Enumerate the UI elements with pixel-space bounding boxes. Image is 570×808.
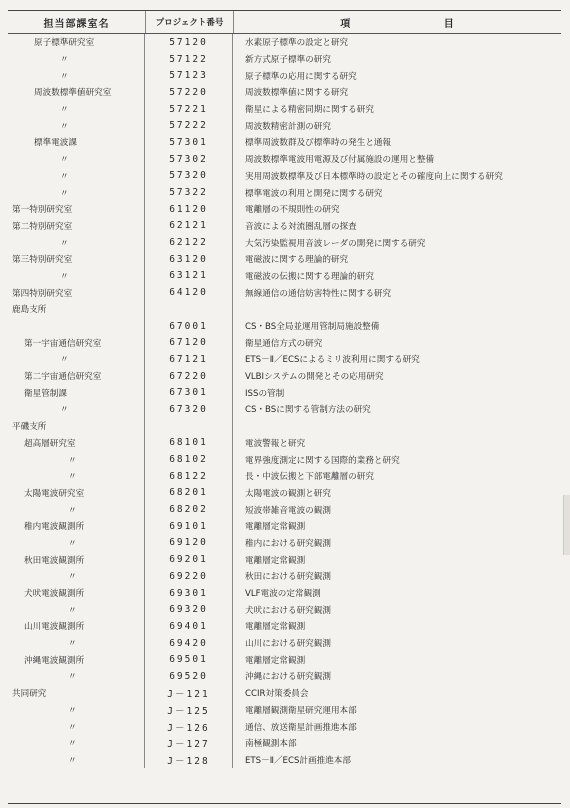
dept-cell: 〃	[8, 101, 145, 118]
dept-cell: 鹿島支所	[8, 301, 145, 318]
item-cell: 電離層観測衛星研究運用本部	[245, 705, 357, 716]
item-cell: 電磁波に関する理論的研究	[245, 255, 349, 266]
table-row	[8, 101, 561, 118]
dept-cell: 〃	[8, 67, 145, 84]
item-cell: 通信、放送衛星計画推進本部	[245, 722, 357, 733]
project-no-cell	[145, 418, 233, 435]
table-row	[8, 718, 561, 735]
table-row	[8, 702, 561, 719]
project-table	[8, 10, 561, 804]
project-no-cell: 57302	[145, 151, 233, 168]
dept-cell: 第一宇宙通信研究室	[8, 334, 145, 351]
item-cell: 大気汚染監視用音波レーダの開発に関する研究	[245, 238, 426, 249]
item-cell: 水素原子標準の設定と研究	[245, 38, 349, 49]
dept-cell: 〃	[8, 635, 145, 652]
item-cell: 衛星による精密同期に関する研究	[245, 105, 374, 116]
project-no-cell: 69501	[145, 651, 233, 668]
dept-cell: 原子標準研究室	[8, 34, 145, 51]
item-cell: 標準周波数群及び標準時の発生と通報	[245, 138, 392, 149]
dept-cell: 〃	[8, 401, 145, 418]
dept-cell: 衛星管制課	[8, 384, 145, 401]
table-row	[8, 268, 561, 285]
table-row	[8, 84, 561, 101]
dept-cell: 〃	[8, 501, 145, 518]
item-cell: CS・BSに関する管制方法の研究	[245, 405, 371, 416]
dept-cell: 第一特別研究室	[8, 201, 145, 218]
item-cell	[233, 418, 561, 435]
table-row	[8, 384, 561, 401]
item-cell: 電波警報と研究	[245, 438, 306, 449]
table-row	[8, 435, 561, 452]
table-row	[8, 601, 561, 618]
dept-cell: 犬吠電波観測所	[8, 585, 145, 602]
dept-cell: 第二宇宙通信研究室	[8, 368, 145, 385]
dept-cell: 〃	[8, 268, 145, 285]
table-row	[8, 651, 561, 668]
project-no-cell: J－126	[145, 718, 233, 735]
item-cell: ISSの管制	[245, 388, 285, 399]
header-dept: 担当部課室名	[8, 11, 146, 33]
project-no-cell: 69220	[145, 568, 233, 585]
dept-cell: 〃	[8, 735, 145, 752]
dept-cell: 〃	[8, 468, 145, 485]
item-cell	[233, 301, 561, 318]
project-no-cell: 67001	[145, 318, 233, 335]
item-cell: 電界強度測定に関する国際的業務と研究	[245, 455, 400, 466]
dept-cell: 〃	[8, 51, 145, 68]
project-no-cell: J－128	[145, 752, 233, 769]
item-cell: CCIR対策委員会	[245, 689, 309, 700]
item-cell: 衛星通信方式の研究	[245, 338, 323, 349]
table-row	[8, 618, 561, 635]
project-no-cell: 69420	[145, 635, 233, 652]
dept-cell: 平磯支所	[8, 418, 145, 435]
project-no-cell: J－127	[145, 735, 233, 752]
table-row	[8, 585, 561, 602]
project-no-cell: 67220	[145, 368, 233, 385]
dept-cell: 〃	[8, 451, 145, 468]
dept-cell: 秋田電波観測所	[8, 551, 145, 568]
table-row	[8, 351, 561, 368]
item-cell: 周波数精密計測の研究	[245, 121, 331, 132]
dept-cell: 沖縄電波観測所	[8, 651, 145, 668]
table-row	[8, 535, 561, 552]
table-row	[8, 51, 561, 68]
table-row	[8, 284, 561, 301]
header-item-char-1: 項	[340, 18, 352, 30]
table-row	[8, 518, 561, 535]
table-row	[8, 318, 561, 335]
project-no-cell: 57222	[145, 117, 233, 134]
item-cell: 南極観測本部	[245, 739, 297, 750]
item-cell: 稚内における研究観測	[245, 538, 331, 549]
header-item	[234, 11, 561, 33]
dept-cell: 標準電波課	[8, 134, 145, 151]
project-no-cell: 67120	[145, 334, 233, 351]
dept-cell: 〃	[8, 351, 145, 368]
project-no-cell: 69401	[145, 618, 233, 635]
table-row	[8, 184, 561, 201]
table-row	[8, 418, 561, 435]
item-cell: 長・中波伝搬と下部電離層の研究	[245, 472, 374, 483]
dept-cell: 共同研究	[8, 685, 145, 702]
dept-cell: 太陽電波研究室	[8, 485, 145, 502]
item-cell: 無線通信の通信妨害特性に関する研究	[245, 288, 392, 299]
project-no-cell: 63121	[145, 268, 233, 285]
item-cell: 短波帯雑音電波の観測	[245, 505, 331, 516]
project-no-cell: 57122	[145, 51, 233, 68]
table-row	[8, 34, 561, 51]
project-no-cell: 64120	[145, 284, 233, 301]
dept-cell: 〃	[8, 702, 145, 719]
project-no-cell: 68102	[145, 451, 233, 468]
dept-cell: 山川電波観測所	[8, 618, 145, 635]
project-no-cell	[145, 301, 233, 318]
item-cell: 沖縄における研究観測	[245, 672, 331, 683]
item-cell: 実用周波数標準及び日本標準時の設定とその確度向上に関する研究	[245, 171, 503, 182]
dept-cell	[8, 318, 145, 335]
item-cell: 太陽電波の観測と研究	[245, 488, 331, 499]
project-no-cell: 57123	[145, 67, 233, 84]
table-row	[8, 251, 561, 268]
table-row	[8, 468, 561, 485]
table-row	[8, 635, 561, 652]
project-no-cell: 69520	[145, 668, 233, 685]
table-row	[8, 334, 561, 351]
item-cell: 電離層定常観測	[245, 622, 306, 633]
project-no-cell: 57221	[145, 101, 233, 118]
table-row	[8, 168, 561, 185]
item-cell: 山川における研究観測	[245, 639, 331, 650]
table-row	[8, 685, 561, 702]
project-no-cell: 62121	[145, 218, 233, 235]
project-no-cell: 61120	[145, 201, 233, 218]
item-cell: 電離層定常観測	[245, 655, 306, 666]
dept-cell: 〃	[8, 168, 145, 185]
project-no-cell: 69320	[145, 601, 233, 618]
item-cell: 電磁波の伝搬に関する理論的研究	[245, 271, 374, 282]
item-cell: 電離層定常観測	[245, 522, 306, 533]
project-no-cell: 68201	[145, 485, 233, 502]
item-cell: 標準電波の利用と開発に関する研究	[245, 188, 383, 199]
table-row	[8, 668, 561, 685]
table-row	[8, 451, 561, 468]
item-cell: CS・BS全局並運用管制局施設整備	[245, 322, 380, 333]
project-no-cell: 57120	[145, 34, 233, 51]
table-body	[8, 34, 561, 803]
dept-cell: 〃	[8, 668, 145, 685]
dept-cell: 〃	[8, 601, 145, 618]
dept-cell: 〃	[8, 752, 145, 769]
project-no-cell: 69120	[145, 535, 233, 552]
table-row	[8, 401, 561, 418]
project-no-cell: 67121	[145, 351, 233, 368]
project-no-cell: 63120	[145, 251, 233, 268]
dept-cell: 〃	[8, 535, 145, 552]
dept-cell: 第二特別研究室	[8, 218, 145, 235]
project-no-cell: 62122	[145, 234, 233, 251]
item-cell: 犬吠における研究観測	[245, 605, 331, 616]
dept-cell: 超高層研究室	[8, 435, 145, 452]
project-no-cell: 67301	[145, 384, 233, 401]
item-cell: VLF電波の定常観測	[245, 589, 321, 600]
table-row	[8, 368, 561, 385]
table-row	[8, 117, 561, 134]
table-row	[8, 301, 561, 318]
table-row	[8, 485, 561, 502]
dept-cell: 〃	[8, 117, 145, 134]
project-no-cell: 57220	[145, 84, 233, 101]
table-row	[8, 551, 561, 568]
project-no-cell: J－125	[145, 702, 233, 719]
project-no-cell: 69201	[145, 551, 233, 568]
project-no-cell: 69101	[145, 518, 233, 535]
item-cell: 電離層定常観測	[245, 555, 306, 566]
page-fold-mark	[563, 495, 570, 555]
table-row	[8, 501, 561, 518]
item-cell: 原子標準の応用に関する研究	[245, 71, 357, 82]
item-cell: ETS－Ⅱ／ECSによるミリ波利用に関する研究	[245, 355, 420, 366]
dept-cell: 〃	[8, 568, 145, 585]
dept-cell: 第三特別研究室	[8, 251, 145, 268]
dept-cell: 稚内電波観測所	[8, 518, 145, 535]
project-no-cell: 68202	[145, 501, 233, 518]
dept-cell: 〃	[8, 184, 145, 201]
project-no-cell: 57322	[145, 184, 233, 201]
table-row	[8, 134, 561, 151]
table-row	[8, 752, 561, 769]
table-row	[8, 67, 561, 84]
project-no-cell: 67320	[145, 401, 233, 418]
dept-cell: 〃	[8, 234, 145, 251]
item-cell: ETS－Ⅱ／ECS計画推進本部	[245, 755, 351, 766]
table-row	[8, 151, 561, 168]
item-cell: 電離層の不規則性の研究	[245, 205, 340, 216]
item-cell: 音波による対流圏乱層の探査	[245, 221, 357, 232]
table-row	[8, 568, 561, 585]
table-row	[8, 234, 561, 251]
item-cell: 秋田における研究観測	[245, 572, 331, 583]
dept-cell: 〃	[8, 151, 145, 168]
project-no-cell: 57301	[145, 134, 233, 151]
project-no-cell: J－121	[145, 685, 233, 702]
item-cell: VLBIシステムの開発とその応用研究	[245, 372, 384, 383]
item-cell: 周波数標準値に関する研究	[245, 88, 349, 99]
item-cell: 新方式原子標準の研究	[245, 55, 331, 66]
project-no-cell: 68122	[145, 468, 233, 485]
dept-cell: 〃	[8, 718, 145, 735]
project-no-cell: 68101	[145, 435, 233, 452]
table-header	[8, 11, 561, 34]
table-row	[8, 201, 561, 218]
dept-cell: 第四特別研究室	[8, 284, 145, 301]
dept-cell: 周波数標準値研究室	[8, 84, 145, 101]
project-no-cell: 69301	[145, 585, 233, 602]
header-item-char-2: 目	[443, 18, 455, 30]
header-project-no: プロジェクト番号	[146, 11, 234, 33]
item-cell: 周波数標準電波用電源及び付属施設の運用と整備	[245, 155, 435, 166]
project-no-cell: 57320	[145, 168, 233, 185]
table-row	[8, 735, 561, 752]
table-row	[8, 218, 561, 235]
